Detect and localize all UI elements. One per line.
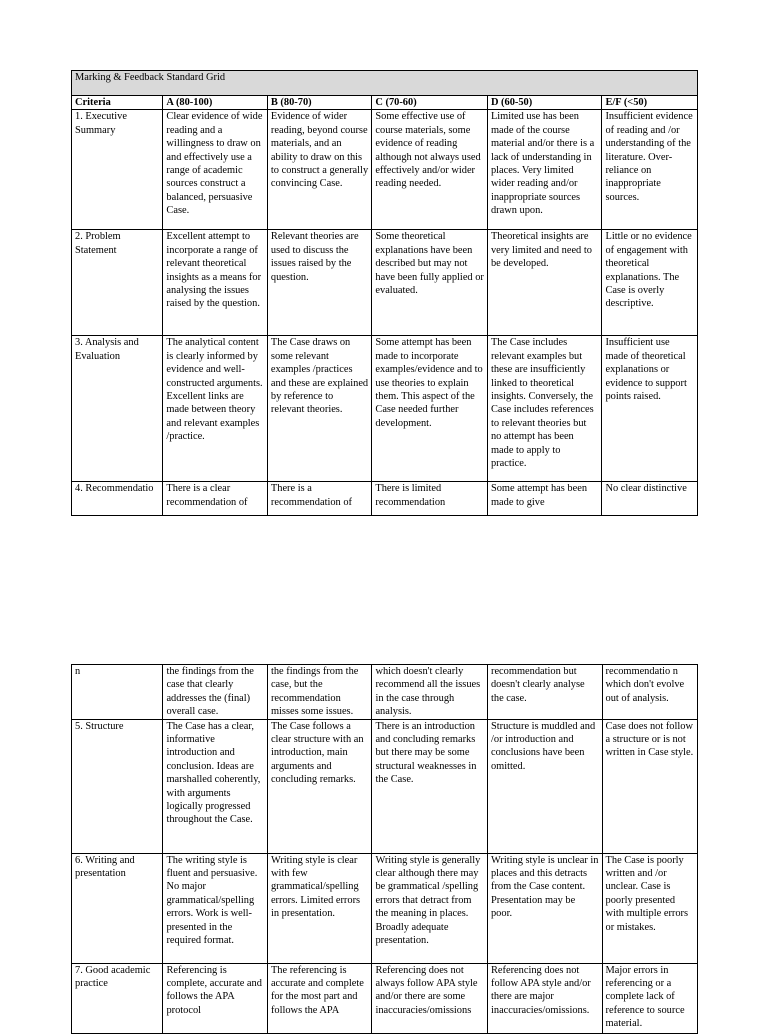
criteria-cell: 5. Structure — [72, 719, 163, 853]
grid-title: Marking & Feedback Standard Grid — [72, 71, 698, 96]
column-header-d: D (60-50) — [487, 96, 602, 110]
grade-descriptor-cell: Limited use has been made of the course material and/or there is a lack of understanding in places. Very limited wider reading and/or inappropriate sources drawn upon. — [487, 110, 602, 230]
grade-descriptor-cell: The analytical content is clearly informed by evidence and well-constructed arguments. Excellent links are made between theory and relevant examples /practice. — [163, 336, 267, 482]
grade-descriptor-cell: Insufficient evidence of reading and /or understanding of the literature. Over-reliance on inappropriate sources. — [602, 110, 698, 230]
grade-descriptor-cell: Relevant theories are used to discuss the issues raised by the question. — [267, 230, 371, 336]
criteria-cell: 1. Executive Summary — [72, 110, 163, 230]
grade-descriptor-cell: Insufficient use made of theoretical explanations or evidence to support points raised. — [602, 336, 698, 482]
grade-descriptor-cell: Writing style is generally clear although there may be grammatical /spelling errors that detract from the meaning in places. Broadly adequate presentation. — [372, 853, 488, 963]
table-row — [72, 719, 698, 853]
grade-descriptor-cell: Some attempt has been made to give — [487, 482, 602, 516]
grade-descriptor-cell: The Case draws on some relevant examples /practices and these are explained by reference to relevant theories. — [267, 336, 371, 482]
criteria-cell: 2. Problem Statement — [72, 230, 163, 336]
grade-descriptor-cell: the findings from the case, but the recommendation misses some issues. — [267, 665, 372, 720]
grade-descriptor-cell: There is an introduction and concluding remarks but there may be some structural weaknesses in the Case. — [372, 719, 488, 853]
grade-descriptor-cell: Clear evidence of wide reading and a willingness to draw on and effectively use a range of academic sources construct a balanced, persuasive Case. — [163, 110, 267, 230]
grade-descriptor-cell: Referencing is complete, accurate and follows the APA protocol — [163, 963, 268, 1033]
grade-descriptor-cell: The Case includes relevant examples but these are insufficiently linked to theoretical insights. Conversely, the Case includes references to relevant theories but no attempt has been made to apply to practice. — [487, 336, 602, 482]
grade-descriptor-cell: Case does not follow a structure or is not written in Case style. — [602, 719, 697, 853]
column-header-b: B (80-70) — [267, 96, 371, 110]
grade-descriptor-cell: There is a clear recommendation of — [163, 482, 267, 516]
grade-descriptor-cell: There is limited recommendation — [372, 482, 488, 516]
grade-descriptor-cell: Excellent attempt to incorporate a range of relevant theoretical insights as a means for analysing the issues raised by the question. — [163, 230, 267, 336]
column-header-a: A (80-100) — [163, 96, 267, 110]
criteria-cell: 6. Writing and presentation — [72, 853, 163, 963]
grade-descriptor-cell: Writing style is clear with few grammatical/spelling errors. Limited errors in presentation. — [267, 853, 372, 963]
grade-descriptor-cell: Referencing does not always follow APA style and/or there are some inaccuracies/omissions — [372, 963, 488, 1033]
table-row — [72, 853, 698, 963]
grade-descriptor-cell: Some effective use of course materials, some evidence of reading although not always used effectively and/or wider reading needed. — [372, 110, 488, 230]
grade-descriptor-cell: The Case follows a clear structure with an introduction, main arguments and concluding remarks. — [267, 719, 372, 853]
criteria-cell: 7. Good academic practice — [72, 963, 163, 1033]
grade-descriptor-cell: the findings from the case that clearly addresses the (final) overall case. — [163, 665, 268, 720]
column-header-criteria: Criteria — [72, 96, 163, 110]
grade-descriptor-cell: Major errors in referencing or a complete lack of reference to source material. — [602, 963, 697, 1033]
grade-descriptor-cell: The referencing is accurate and complete for the most part and follows the APA — [267, 963, 372, 1033]
criteria-cell: n — [72, 665, 163, 720]
criteria-cell: 3. Analysis and Evaluation — [72, 336, 163, 482]
grade-descriptor-cell: Some theoretical explanations have been described but may not have been fully applied or evaluated. — [372, 230, 488, 336]
grade-descriptor-cell: which doesn't clearly recommend all the issues in the case through analysis. — [372, 665, 488, 720]
grade-descriptor-cell: Theoretical insights are very limited and need to be developed. — [487, 230, 602, 336]
grade-descriptor-cell: Structure is muddled and /or introduction and conclusions have been omitted. — [487, 719, 602, 853]
table-row — [72, 665, 698, 720]
column-header-row — [72, 96, 698, 110]
marking-grid-table-part2 — [71, 664, 698, 1034]
table-row — [72, 482, 698, 516]
criteria-cell: 4. Recommendatio — [72, 482, 163, 516]
table-row — [72, 963, 698, 1033]
grade-descriptor-cell: Evidence of wider reading, beyond course materials, and an ability to draw on this to construct a generally convincing Case. — [267, 110, 371, 230]
table-row — [72, 230, 698, 336]
grade-descriptor-cell: The Case has a clear, informative introduction and conclusion. Ideas are marshalled coherently, with arguments logically progressed throughout the Case. — [163, 719, 268, 853]
grid-title-row — [72, 71, 698, 96]
grade-descriptor-cell: Some attempt has been made to incorporate examples/evidence and to use theories to explain them. This aspect of the Case needed further development. — [372, 336, 488, 482]
column-header-c: C (70-60) — [372, 96, 488, 110]
grade-descriptor-cell: The Case is poorly written and /or unclear. Case is poorly presented with multiple errors or mistakes. — [602, 853, 697, 963]
table-row — [72, 110, 698, 230]
grade-descriptor-cell: Referencing does not follow APA style and/or there are major inaccuracies/omissions. — [487, 963, 602, 1033]
grade-descriptor-cell: The writing style is fluent and persuasive. No major grammatical/spelling errors. Work is well-presented in the required format. — [163, 853, 268, 963]
grade-descriptor-cell: Writing style is unclear in places and this detracts from the Case content. Presentation may be poor. — [487, 853, 602, 963]
grade-descriptor-cell: There is a recommendation of — [267, 482, 371, 516]
marking-grid-table-part1 — [71, 70, 698, 516]
column-header-ef: E/F (<50) — [602, 96, 698, 110]
grade-descriptor-cell: recommendation but doesn't clearly analyse the case. — [487, 665, 602, 720]
grade-descriptor-cell: No clear distinctive — [602, 482, 698, 516]
grade-descriptor-cell: recommendatio n which don't evolve out of analysis. — [602, 665, 697, 720]
table-row — [72, 336, 698, 482]
grade-descriptor-cell: Little or no evidence of engagement with theoretical explanations. The Case is overly descriptive. — [602, 230, 698, 336]
